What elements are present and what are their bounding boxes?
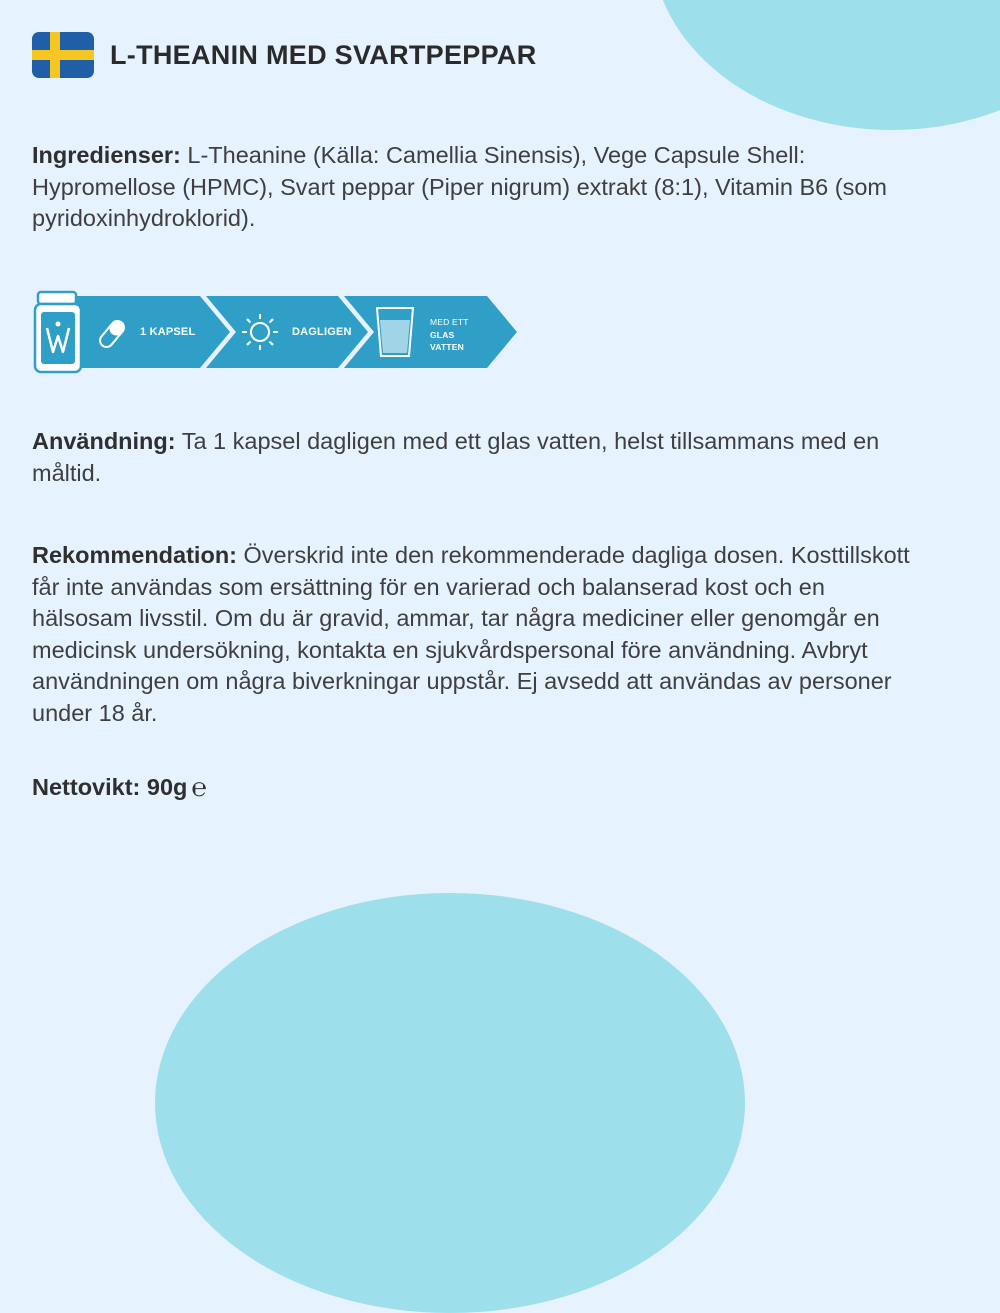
ingredients-text: L-Theanine (Källa: Camellia Sinensis), Vege Capsule Shell: Hypromellose (HPMC), Svart peppar (Piper nigrum) extrakt (8:1), Vitamin B6 (som pyridoxinhydroklorid). [32, 142, 887, 231]
step-label-water-line2: GLAS [430, 330, 455, 340]
step-label-capsule: 1 KAPSEL [140, 326, 196, 338]
estimated-sign-icon: ℮ [191, 772, 207, 802]
usage-section [32, 426, 932, 489]
net-weight-label: Nettovikt: 90g [32, 774, 188, 800]
ingredients-label: Ingredienser: [32, 142, 181, 168]
recommendation-section [32, 540, 932, 729]
step-label-daily: DAGLIGEN [292, 326, 352, 338]
supplement-jar-logo-icon [35, 292, 81, 372]
step-label-water-line1: MED ETT [430, 317, 469, 327]
header [32, 31, 537, 79]
usage-label: Användning: [32, 428, 176, 454]
recommendation-text: Överskrid inte den rekommenderade dagliga dosen. Kosttillskott får inte användas som ersättning för en varierad och balanserad kost och en hälsosam livsstil. Om du är gravid, ammar, tar några mediciner eller genomgår en medicinsk undersökning, kontakta en sjukvårdspersonal före användning. Avbryt användningen om några biverkningar uppstår. Ej avsedd att användas av personer under 18 år. [32, 542, 910, 726]
step-label-water-line3: VATTEN [430, 342, 464, 352]
swedish-flag-icon [32, 32, 94, 78]
usage-text: Ta 1 kapsel dagligen med ett glas vatten, helst tillsammans med en måltid. [32, 428, 880, 486]
decorative-blob-top [652, 0, 1000, 130]
recommendation-label: Rekommendation: [32, 542, 237, 568]
ingredients-section [32, 140, 932, 235]
net-weight-section [32, 772, 932, 804]
decorative-blob-bottom [155, 893, 745, 1313]
dosage-banner [32, 290, 522, 374]
page-title: L-THEANIN MED SVARTPEPPAR [110, 39, 537, 70]
